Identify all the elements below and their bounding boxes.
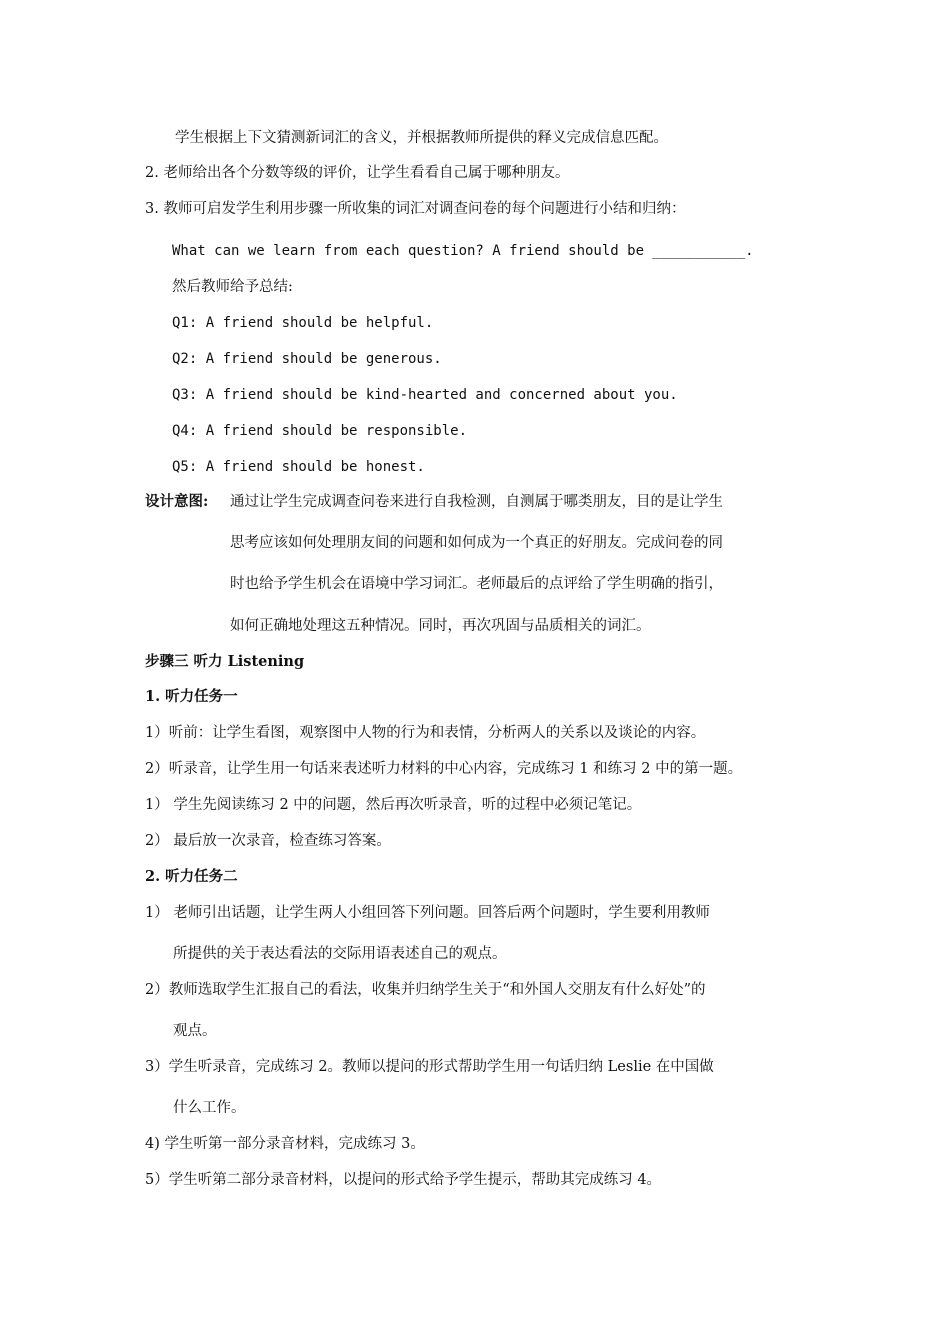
list-item: 1） 学生先阅读练习 2 中的问题，然后再次听录音，听的过程中必须记笔记。 bbox=[145, 797, 642, 813]
list-item: 1） 老师引出话题，让学生两人小组回答下列问题。回答后两个问题时，学生要利用教师 bbox=[145, 905, 710, 921]
design-intent-text: 如何正确地处理这五种情况。同时，再次巩固与品质相关的词汇。 bbox=[230, 618, 651, 634]
list-item: 2）教师选取学生汇报自己的看法，收集并归纳学生关于“和外国人交朋友有什么好处”的 bbox=[145, 982, 706, 998]
summary-q4: Q4: A friend should be responsible. bbox=[172, 423, 468, 439]
list-item: 3. 教师可启发学生利用步骤一所收集的词汇对调查问卷的每个问题进行小结和归纳： bbox=[145, 201, 686, 217]
question-prompt: What can we learn from each question? A friend should be ___________. bbox=[172, 243, 754, 259]
design-intent-text: 通过让学生完成调查问卷来进行自我检测，自测属于哪类朋友，目的是让学生 bbox=[230, 494, 723, 510]
paragraph-line: 学生根据上下文猜测新词汇的含义，并根据教师所提供的释义完成信息匹配。 bbox=[175, 130, 668, 146]
design-intent-text: 时也给予学生机会在语境中学习词汇。老师最后的点评给了学生明确的指引， bbox=[230, 576, 723, 592]
summary-q1: Q1: A friend should be helpful. bbox=[172, 315, 434, 331]
section-heading: 步骤三 听力 Listening bbox=[145, 653, 305, 670]
list-item: 5）学生听第二部分录音材料，以提问的形式给予学生提示，帮助其完成练习 4。 bbox=[145, 1172, 662, 1188]
design-intent-text: 思考应该如何处理朋友间的问题和如何成为一个真正的好朋友。完成问卷的同 bbox=[230, 535, 723, 551]
list-item: 4) 学生听第一部分录音材料，完成练习 3。 bbox=[145, 1136, 425, 1152]
summary-q5: Q5: A friend should be honest. bbox=[172, 459, 425, 475]
list-item-continuation: 所提供的关于表达看法的交际用语表述自己的观点。 bbox=[173, 946, 507, 962]
list-item-continuation: 什么工作。 bbox=[173, 1100, 246, 1116]
list-item: 2）听录音，让学生用一句话来表述听力材料的中心内容，完成练习 1 和练习 2 中的第一题。 bbox=[145, 761, 743, 777]
list-item: 2. 老师给出各个分数等级的评价，让学生看看自己属于哪种朋友。 bbox=[145, 165, 570, 181]
summary-intro: 然后教师给予总结: bbox=[172, 279, 293, 295]
list-item: 3）学生听录音，完成练习 2。教师以提问的形式帮助学生用一句话归纳 Leslie 在中国做 bbox=[145, 1059, 714, 1075]
subsection-heading: 2. 听力任务二 bbox=[145, 868, 238, 885]
list-item: 2） 最后放一次录音，检查练习答案。 bbox=[145, 833, 391, 849]
list-item: 1）听前：让学生看图，观察图中人物的行为和表情，分析两人的关系以及谈论的内容。 bbox=[145, 725, 706, 741]
summary-q2: Q2: A friend should be generous. bbox=[172, 351, 442, 367]
list-item-continuation: 观点。 bbox=[173, 1023, 217, 1039]
summary-q3: Q3: A friend should be kind-hearted and concerned about you. bbox=[172, 387, 678, 403]
design-intent-label: 设计意图: bbox=[145, 493, 209, 510]
subsection-heading: 1. 听力任务一 bbox=[145, 688, 238, 705]
